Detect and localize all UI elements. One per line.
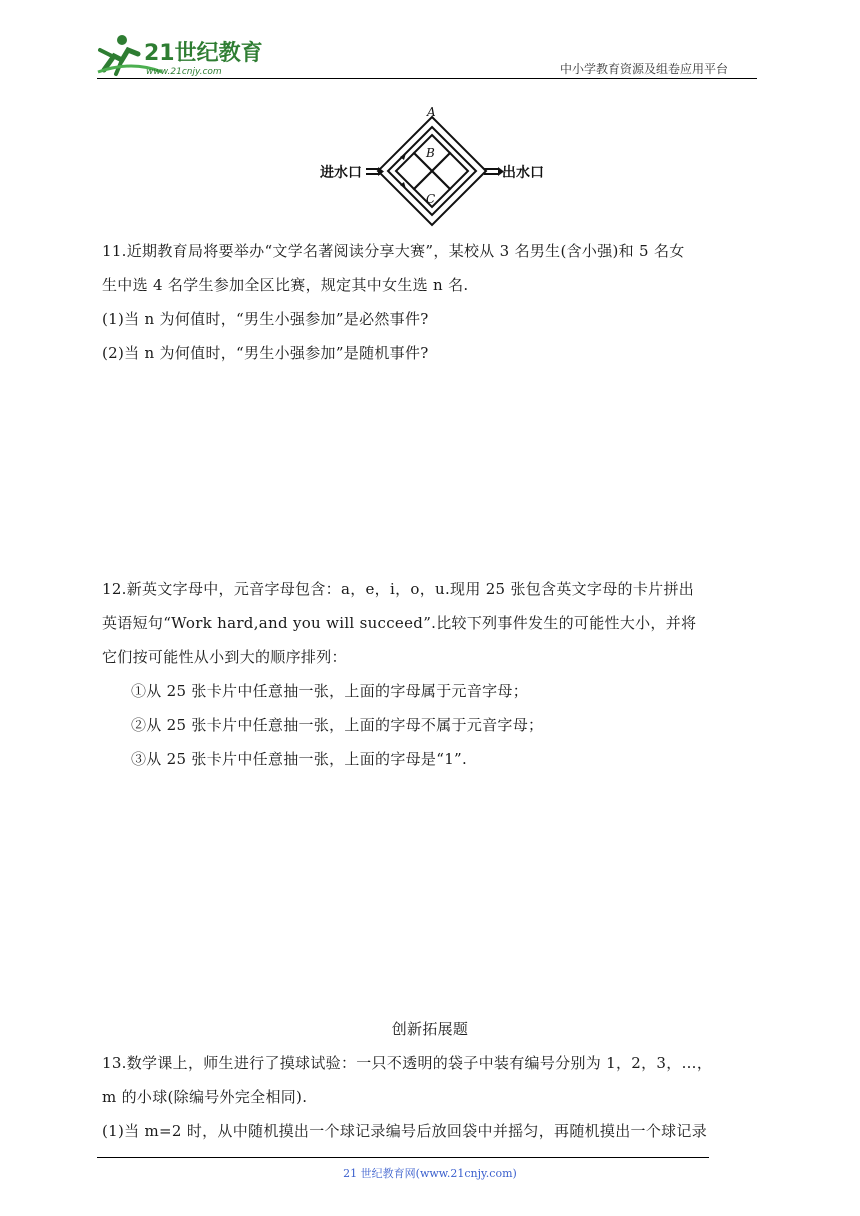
- q11-part1: (1)当 n 为何值时，“男生小强参加”是必然事件?: [102, 310, 429, 328]
- header-platform-text: 中小学教育资源及组卷应用平台: [560, 62, 729, 76]
- logo-text: 21世纪教育: [144, 41, 262, 66]
- inlet-label: 进水口: [320, 165, 362, 181]
- q12-item1: ①从 25 张卡片中任意抽一张，上面的字母属于元音字母；: [131, 682, 529, 700]
- outlet-label: 出水口: [502, 165, 544, 181]
- node-label-b: B: [426, 146, 435, 160]
- q11-line2: 生中选 4 名学生参加全区比赛，规定其中女生选 n 名.: [102, 276, 469, 294]
- logo: [92, 30, 262, 80]
- q13-line2: m 的小球(除编号外完全相同).: [102, 1088, 308, 1106]
- footer-divider: [97, 1157, 709, 1158]
- node-label-c: C: [426, 192, 436, 206]
- q12-item3: ③从 25 张卡片中任意抽一张，上面的字母是“1”.: [131, 750, 468, 768]
- water-pipe-diagram: [318, 105, 548, 230]
- logo-url: www.21cnjy.com: [146, 67, 222, 77]
- q12-line1: 12.新英文字母中，元音字母包含：a，e，i，o，u.现用 25 张包含英文字母的卡片拼出: [102, 580, 695, 598]
- q12-item2: ②从 25 张卡片中任意抽一张，上面的字母不属于元音字母；: [131, 716, 544, 734]
- node-label-a: A: [427, 105, 436, 119]
- q13-line1: 13.数学课上，师生进行了摸球试验：一只不透明的袋子中装有编号分别为 1，2，3，…，: [102, 1054, 713, 1072]
- header-divider: [97, 78, 757, 79]
- q11-line1: 11.近期教育局将要举办“文学名著阅读分享大赛”，某校从 3 名男生(含小强)和 5 名女: [102, 242, 685, 260]
- q11-part2: (2)当 n 为何值时，“男生小强参加”是随机事件?: [102, 344, 429, 362]
- q13-line3: (1)当 m=2 时，从中随机摸出一个球记录编号后放回袋中并摇匀，再随机摸出一个球记录: [102, 1122, 708, 1140]
- runner-logo-icon: [92, 30, 262, 80]
- footer-text: 21 世纪教育网(www.21cnjy.com): [343, 1167, 517, 1180]
- q12-line2: 英语短句“Work hard,and you will succeed”.比较下列事件发生的可能性大小，并将: [102, 614, 697, 632]
- q12-line3: 它们按可能性从小到大的顺序排列：: [102, 648, 347, 666]
- section-title: 创新拓展题: [391, 1020, 469, 1038]
